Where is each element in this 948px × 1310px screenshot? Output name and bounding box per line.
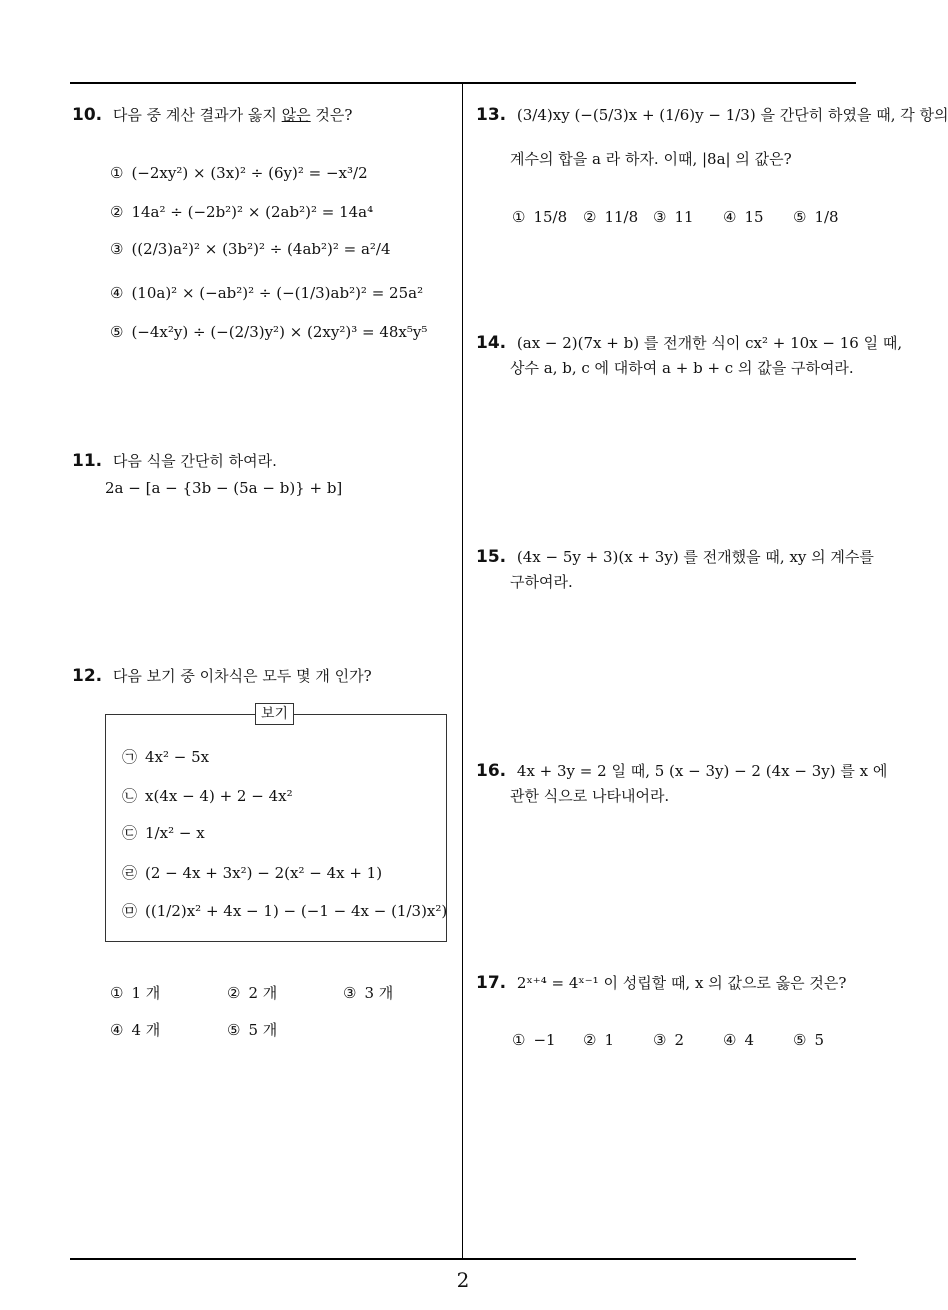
question-text-1: (4x − 5y + 3)(x + 3y) 를 전개했을 때, xy 의 계수를 [516,548,874,566]
question-number: 11. [72,451,103,471]
option-mark: ① [110,984,124,1002]
q17-option-2[interactable] [583,1031,614,1049]
item-expr: x(4x − 4) + 2 − 4x² [145,787,293,805]
q12-option-5[interactable] [227,1019,277,1040]
option-text: 11/8 [604,208,639,226]
option-text: −1 [533,1031,556,1049]
question-text-1: (ax − 2)(7x + b) 를 전개한 식이 cx² + 10x − 16 일 때, [516,334,903,352]
option-mark: ② [583,1031,597,1049]
question-16-line-2: 관한 식으로 나타내어라. [510,787,670,805]
option-mark: ③ [343,984,357,1002]
q17-option-5[interactable] [793,1031,824,1049]
q13-option-4[interactable] [723,208,764,226]
question-number: 12. [72,666,103,686]
item-mark: ㉤ [122,902,138,920]
option-expr: (10a)² × (−ab²)² ÷ (−(1/3)ab²)² = 25a² [131,284,424,302]
option-mark: ④ [723,1031,737,1049]
question-number: 17. [476,973,507,993]
question-text: 다음 식을 간단히 하여라. [112,452,277,470]
option-mark: ③ [653,1031,667,1049]
column-divider [462,82,463,1259]
question-text: 다음 보기 중 이차식은 모두 몇 개 인가? [112,667,372,685]
question-text-post: 것은? [310,106,353,124]
option-mark: ⑤ [793,1031,807,1049]
item-mark: ㉢ [122,824,138,842]
option-expr: (−4x²y) ÷ (−(2/3)y²) × (2xy²)³ = 48x⁵y⁵ [131,323,428,341]
question-text-underlined: 않은 [281,106,311,124]
question-number: 10. [72,105,103,125]
question-expr: (3/4)xy (−(5/3)x + (1/6)y − 1/3) [516,106,756,124]
question-13-line-2: 계수의 합을 a 라 하자. 이때, |8a| 의 값은? [510,150,792,168]
option-mark: ② [110,203,124,221]
q10-option-4[interactable] [110,284,423,302]
q12-item-4 [122,862,382,883]
question-text-pre: 다음 중 계산 결과가 옳지 [112,106,282,124]
question-15 [476,546,874,567]
option-text: 2 개 [248,984,278,1002]
option-mark: ③ [653,208,667,226]
question-number: 15. [476,547,507,567]
question-13 [476,104,948,125]
option-mark: ① [110,164,124,182]
q13-option-1[interactable] [512,208,567,226]
option-text: 1 개 [131,984,161,1002]
option-mark: ① [512,1031,526,1049]
q12-item-2 [122,785,293,806]
q13-option-3[interactable] [653,208,694,226]
question-text-1: 2ˣ⁺⁴ = 4ˣ⁻¹ 이 성립할 때, x 의 값으로 옳은 것은? [516,974,847,992]
question-number: 13. [476,105,507,125]
q12-option-3[interactable] [343,982,393,1003]
question-text-1: 4x + 3y = 2 일 때, 5 (x − 3y) − 2 (4x − 3y) 를 x 에 [516,762,888,780]
q12-option-4[interactable] [110,1019,160,1040]
question-14 [476,332,902,353]
option-mark: ③ [110,240,124,258]
option-mark: ① [512,208,526,226]
option-text: 3 개 [364,984,394,1002]
option-mark: ② [583,208,597,226]
option-expr: (−2xy²) × (3x)² ÷ (6y)² = −x³/2 [131,164,368,182]
question-16 [476,760,887,781]
option-expr: ((2/3)a²)² × (3b²)² ÷ (4ab²)² = a²/4 [131,240,391,258]
option-text: 11 [674,208,694,226]
item-expr: (2 − 4x + 3x²) − 2(x² − 4x + 1) [145,864,383,882]
q13-option-2[interactable] [583,208,638,226]
q12-box-label: 보기 [255,703,294,725]
question-11 [72,450,277,471]
q12-option-2[interactable] [227,982,277,1003]
q17-option-3[interactable] [653,1031,684,1049]
option-text: 15 [744,208,764,226]
option-mark: ④ [110,284,124,302]
question-15-line-2: 구하여라. [510,573,573,591]
option-text: 1/8 [814,208,839,226]
item-expr: 4x² − 5x [145,748,210,766]
item-expr: ((1/2)x² + 4x − 1) − (−1 − 4x − (1/3)x²) [145,902,448,920]
option-text: 4 개 [131,1021,161,1039]
item-mark: ㉣ [122,864,138,882]
option-text: 2 [674,1031,684,1049]
q17-option-1[interactable] [512,1031,556,1049]
question-text [113,106,353,124]
item-mark: ㉠ [122,748,138,766]
option-text: 15/8 [533,208,568,226]
q12-option-1[interactable] [110,982,160,1003]
option-mark: ⑤ [793,208,807,226]
option-mark: ⑤ [227,1021,241,1039]
option-text: 1 [604,1031,614,1049]
option-mark: ⑤ [110,323,124,341]
option-mark: ④ [110,1021,124,1039]
question-number: 16. [476,761,507,781]
q10-option-3[interactable] [110,240,391,258]
option-text: 4 [744,1031,754,1049]
q17-option-4[interactable] [723,1031,754,1049]
option-mark: ④ [723,208,737,226]
question-10 [72,104,352,125]
question-12 [72,665,372,686]
question-14-line-2: 상수 a, b, c 에 대하여 a + b + c 의 값을 구하여라. [510,359,854,377]
option-text: 5 [814,1031,824,1049]
q10-option-5[interactable] [110,323,427,341]
question-17 [476,972,846,993]
option-mark: ② [227,984,241,1002]
option-expr: 14a² ÷ (−2b²)² × (2ab²)² = 14a⁴ [131,203,374,221]
question-text-1: 을 간단히 하였을 때, 각 항의 [760,106,948,124]
item-mark: ㉡ [122,787,138,805]
item-expr: 1/x² − x [145,824,205,842]
q10-option-1[interactable] [110,164,368,182]
question-number: 14. [476,333,507,353]
q12-item-5 [122,900,447,921]
q12-item-1 [122,746,209,767]
q11-expression: 2a − [a − {3b − (5a − b)} + b] [105,479,343,497]
q13-option-5[interactable] [793,208,839,226]
q12-item-3 [122,822,205,843]
q10-option-2[interactable] [110,203,373,221]
page-number: 2 [456,1268,470,1292]
option-text: 5 개 [248,1021,278,1039]
